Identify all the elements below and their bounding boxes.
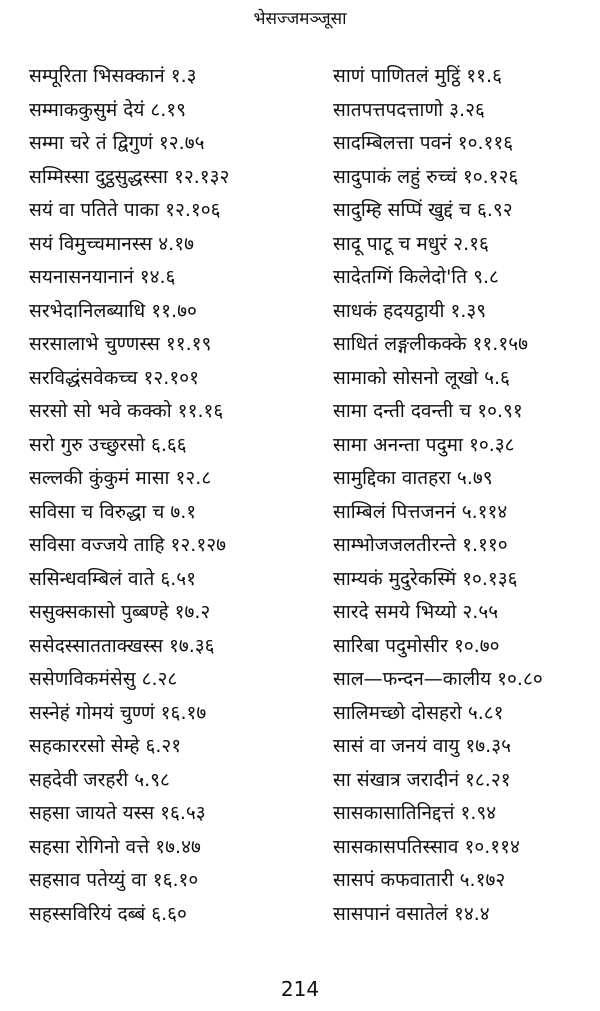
index-entry: सासं वा जनयं वायु १७.३५ [333,735,511,757]
index-entry: सरसालाभे चुण्णस्स ११.१९ [29,333,212,355]
index-entry: सयं वा पतिते पाका १२.१०६ [29,199,221,221]
index-entry: सा संखात्र जरादीनं १८.२१ [333,768,511,791]
index-entry: ससेदस्सातताक्खस्स १७.३६ [29,634,215,657]
index-entry: सालिमच्छो दोसहरो ५.८१ [333,701,504,724]
index-entry: साधकं हदयट्ठायी १.३९ [333,299,487,322]
index-entry: सादुम्हि सप्पिं खुद्दं च ६.९२ [333,199,513,221]
index-entry: सारदे समये भिय्यो २.५५ [333,601,499,623]
index-entry: सविसा वज्जये ताहि १२.१२७ [29,534,226,556]
index-entry: सामा अनन्ता पदुमा १०.३८ [333,433,515,456]
index-entry: सहसाव पतेय्युं वा १६.१० [29,869,199,891]
index-entry: सादेतग्गिं किलेदो'ति ९.८ [333,266,499,288]
index-entry: साणं पाणितलं मुट्ठिं ११.६ [333,65,502,87]
index-entry: सम्मिस्सा दुट्ठसुद्धस्सा १२.१३२ [29,165,230,188]
index-entry: सयं विमुच्चमानस्स ४.१७ [29,232,194,255]
index-entry: ससेणविकमंसेसु ८.२८ [29,668,178,690]
index-entry: सादू पाटू च मधुरं २.१६ [333,232,489,255]
index-entry: सरसो सो भवे कक्को ११.१६ [29,400,224,422]
index-entry: सम्मा चरे तं द्विगुणं १२.७५ [29,132,205,154]
index-entry: सासपं कफवातारी ५.१७२ [333,869,506,891]
index-entry: सरो गुरु उच्छुरसो ६.६६ [29,433,187,456]
index-entry: साल—फन्दन—कालीय १०.८० [333,668,543,690]
index-entry: सस्नेहं गोमयं चुण्णं १६.१७ [29,701,207,724]
index-entry: सारिबा पदुमोसीर १०.७० [333,634,500,657]
index-entry: सासकासातिनिद्दत्तं १.९४ [333,802,497,824]
index-entry: सयनासनयानानं १४.६ [29,266,176,288]
index-entry: सरविद्धंसवेकच्च १२.१०१ [29,366,199,389]
index-entry: सहकाररसो सेम्हे ६.२१ [29,735,182,757]
index-entry: ससिन्धवम्बिलं वाते ६.५१ [29,567,197,590]
index-entry: साम्यकं मुदुरेकस्मिं १०.१३६ [333,567,518,590]
page-number: 214 [280,977,320,1001]
running-header: भेसज्जमञ्जूसा [253,9,347,29]
index-column-right [333,60,595,931]
index-entry: सल्लकी कुंकुमं मासा १२.८ [29,467,212,489]
index-entry: सम्माककुसुमं देयं ८.१९ [29,98,187,121]
index-entry: सामा दन्ती दवन्ती च १०.९१ [333,400,523,422]
index-entry: सातपत्तपदत्ताणो ३.२६ [333,98,485,121]
index-entry: साम्भोजजलतीरन्ते १.११० [333,534,508,556]
index-entry: सहसा रोगिनो वत्ते १७.४७ [29,835,201,858]
index-entry: सहदेवी जरहरी ५.९८ [29,768,170,791]
index-entry: सादम्बिलत्ता पवनं १०.११६ [333,132,514,154]
index-entry: सासपानं वसातेलं १४.४ [333,902,490,925]
index-entry: सरभेदानिलब्याधि ११.७० [29,299,197,322]
index-entry: सामाको सोसनो लूखो ५.६ [333,366,510,389]
index-entry: सविसा च विरुद्धा च ७.१ [29,500,197,523]
index-entry: सम्पूरिता भिसक्कानं १.३ [29,65,197,87]
index-entry: सहस्सविरियं दब्बं ६.६० [29,902,187,925]
index-entry: सादुपाकं लहुं रुच्चं १०.१२६ [333,165,519,188]
index-entry: सामुद्दिका वातहरा ५.७९ [333,467,493,489]
index-entry: सहसा जायते यस्स १६.५३ [29,802,206,824]
index-entry: सासकासपतिस्साव १०.११४ [333,835,520,858]
index-entry: साधितं लङ्गलीकक्के ११.१५७ [333,333,528,355]
index-entry: ससुक्सकासो पुब्बण्हे १७.२ [29,601,211,623]
index-entry: साम्बिलं पित्तजननं ५.११४ [333,500,508,523]
index-column-left [29,60,319,931]
